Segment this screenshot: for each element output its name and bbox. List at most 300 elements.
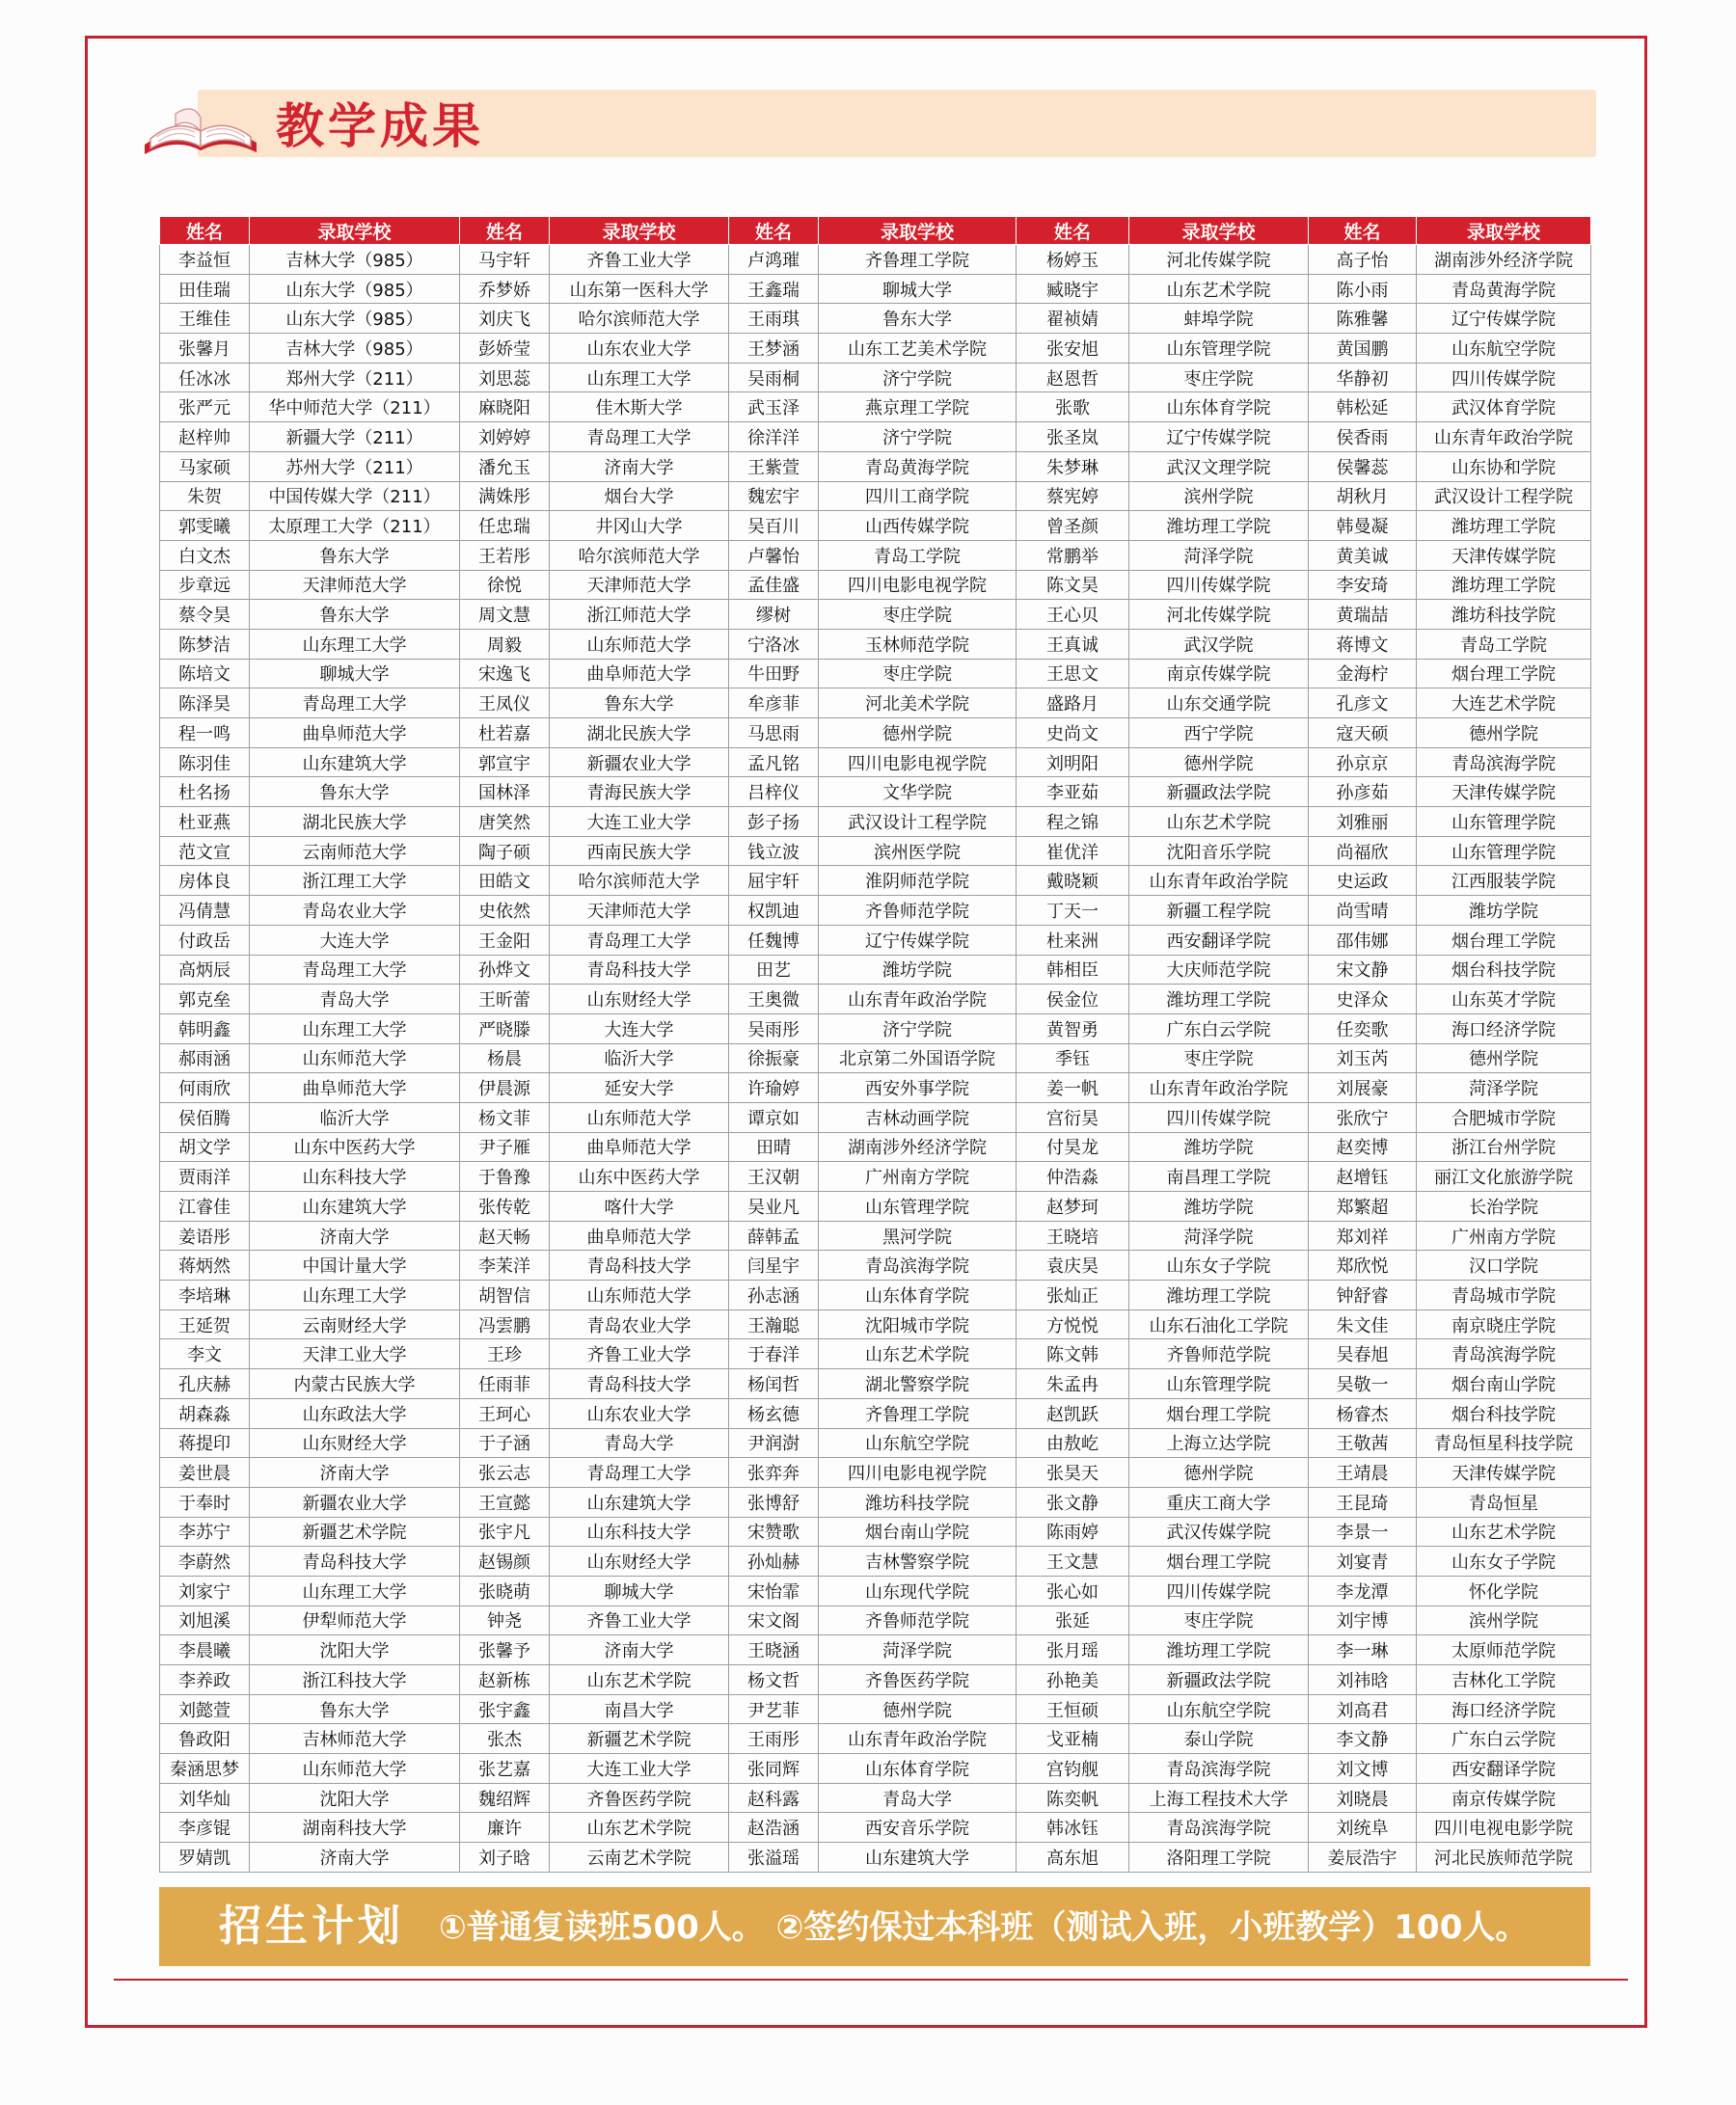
admitted-school-cell: 曲阜师范大学	[250, 1073, 460, 1103]
student-name-cell: 李晨曦	[160, 1635, 250, 1665]
student-name-cell: 孙艳美	[1017, 1665, 1129, 1695]
student-name-cell: 陈梦洁	[160, 629, 250, 659]
student-name-cell: 孟凡铭	[729, 747, 819, 777]
admitted-school-cell: 烟台理工学院	[1129, 1547, 1309, 1577]
student-name-cell: 吴敬一	[1309, 1369, 1417, 1399]
student-name-cell: 尹润澍	[729, 1428, 819, 1458]
student-name-cell: 曾圣颜	[1017, 511, 1129, 541]
student-name-cell: 杨文哲	[729, 1665, 819, 1695]
admitted-school-cell: 天津师范大学	[550, 570, 729, 600]
student-name-cell: 刘高君	[1309, 1694, 1417, 1724]
admitted-school-cell: 烟台科技学院	[1417, 1398, 1591, 1428]
admitted-school-cell: 辽宁传媒学院	[819, 925, 1017, 955]
student-name-cell: 田艺	[729, 955, 819, 985]
student-name-cell: 于春洋	[729, 1339, 819, 1369]
student-name-cell: 高炳辰	[160, 955, 250, 985]
admitted-school-cell: 新疆农业大学	[250, 1487, 460, 1517]
student-name-cell: 胡智信	[460, 1281, 550, 1310]
admitted-school-cell: 山东协和学院	[1417, 451, 1591, 481]
admitted-school-cell: 新疆大学（211）	[250, 422, 460, 452]
student-name-cell: 赵增钰	[1309, 1162, 1417, 1192]
student-name-cell: 蒋炳然	[160, 1251, 250, 1281]
admitted-school-cell: 山东科技大学	[250, 1162, 460, 1192]
admitted-school-cell: 湖北警察学院	[819, 1369, 1017, 1399]
table-row	[160, 1132, 1591, 1162]
student-name-cell: 侯馨蕊	[1309, 451, 1417, 481]
admitted-school-cell: 哈尔滨师范大学	[550, 540, 729, 570]
admitted-school-cell: 菏泽学院	[819, 1635, 1017, 1665]
section-title: 教学成果	[276, 98, 484, 154]
student-name-cell: 罗婧凯	[160, 1843, 250, 1873]
student-name-cell: 张馨予	[460, 1635, 550, 1665]
admitted-school-cell: 湖南涉外经济学院	[1417, 245, 1591, 275]
student-name-cell: 韩冰钰	[1017, 1813, 1129, 1843]
student-name-cell: 刘宇博	[1309, 1606, 1417, 1635]
admitted-school-cell: 潍坊理工学院	[1129, 985, 1309, 1014]
table-row	[160, 1635, 1591, 1665]
student-name-cell: 黄国鹏	[1309, 334, 1417, 364]
student-name-cell: 宋怡霏	[729, 1576, 819, 1606]
student-name-cell: 李彦锟	[160, 1813, 250, 1843]
admitted-school-cell: 云南艺术学院	[550, 1843, 729, 1873]
student-name-cell: 刘展豪	[1309, 1073, 1417, 1103]
admitted-school-cell: 鲁东大学	[250, 1694, 460, 1724]
admitted-school-cell: 大庆师范学院	[1129, 955, 1309, 985]
student-name-cell: 李亚茹	[1017, 777, 1129, 807]
admitted-school-cell: 吉林警察学院	[819, 1547, 1017, 1577]
admitted-school-cell: 沈阳大学	[250, 1635, 460, 1665]
admitted-school-cell: 西南民族大学	[550, 836, 729, 866]
student-name-cell: 孙灿赫	[729, 1547, 819, 1577]
admitted-school-cell: 枣庄学院	[1129, 1043, 1309, 1073]
student-name-cell: 闫星宇	[729, 1251, 819, 1281]
admitted-school-cell: 长治学院	[1417, 1192, 1591, 1222]
admitted-school-cell: 哈尔滨师范大学	[550, 304, 729, 334]
student-name-cell: 刘旭溪	[160, 1606, 250, 1635]
admitted-school-cell: 临沂大学	[250, 1102, 460, 1132]
admitted-school-cell: 济南大学	[250, 1843, 460, 1873]
admitted-school-cell: 山东师范大学	[550, 1102, 729, 1132]
student-name-cell: 王延贺	[160, 1309, 250, 1339]
student-name-cell: 张同辉	[729, 1754, 819, 1784]
admitted-school-cell: 海口经济学院	[1417, 1013, 1591, 1043]
table-row	[160, 896, 1591, 926]
table-row	[160, 1694, 1591, 1724]
student-name-cell: 魏绍辉	[460, 1783, 550, 1813]
student-name-cell: 尚福欣	[1309, 836, 1417, 866]
student-name-cell: 孟佳盛	[729, 570, 819, 600]
student-name-cell: 潘允玉	[460, 451, 550, 481]
student-name-cell: 吴春旭	[1309, 1339, 1417, 1369]
column-header-name: 姓名	[1309, 217, 1417, 245]
table-row	[160, 1339, 1591, 1369]
admitted-school-cell: 山东大学（985）	[250, 304, 460, 334]
student-name-cell: 朱孟冉	[1017, 1369, 1129, 1399]
admitted-school-cell: 山东理工大学	[250, 629, 460, 659]
admitted-school-cell: 四川电影电视学院	[819, 1458, 1017, 1488]
column-header-name: 姓名	[729, 217, 819, 245]
student-name-cell: 朱文佳	[1309, 1309, 1417, 1339]
student-name-cell: 侯佰腾	[160, 1102, 250, 1132]
student-name-cell: 吴业凡	[729, 1192, 819, 1222]
student-name-cell: 刘华灿	[160, 1783, 250, 1813]
table-row	[160, 1487, 1591, 1517]
admitted-school-cell: 山东英才学院	[1417, 985, 1591, 1014]
student-name-cell: 尚雪晴	[1309, 896, 1417, 926]
student-name-cell: 李文静	[1309, 1724, 1417, 1754]
student-name-cell: 杜名扬	[160, 777, 250, 807]
admitted-school-cell: 汉口学院	[1417, 1251, 1591, 1281]
student-name-cell: 张博舒	[729, 1487, 819, 1517]
table-row	[160, 1606, 1591, 1635]
student-name-cell: 韩相臣	[1017, 955, 1129, 985]
student-name-cell: 张文静	[1017, 1487, 1129, 1517]
student-name-cell: 张晓萌	[460, 1576, 550, 1606]
student-name-cell: 王心贝	[1017, 600, 1129, 630]
student-name-cell: 牛田野	[729, 659, 819, 688]
student-name-cell: 戴晓颖	[1017, 866, 1129, 896]
admitted-school-cell: 青岛城市学院	[1417, 1281, 1591, 1310]
student-name-cell: 程之锦	[1017, 807, 1129, 837]
student-name-cell: 陈文昊	[1017, 570, 1129, 600]
student-name-cell: 张宇凡	[460, 1517, 550, 1547]
admitted-school-cell: 燕京理工学院	[819, 392, 1017, 422]
student-name-cell: 钟尧	[460, 1606, 550, 1635]
admitted-school-cell: 南昌大学	[550, 1694, 729, 1724]
student-name-cell: 蔡令昊	[160, 600, 250, 630]
admitted-school-cell: 德州学院	[1129, 747, 1309, 777]
column-header-name: 姓名	[460, 217, 550, 245]
admitted-school-cell: 青岛滨海学院	[1417, 747, 1591, 777]
student-name-cell: 程一鸣	[160, 718, 250, 748]
admitted-school-cell: 山东师范大学	[550, 629, 729, 659]
student-name-cell: 李安琦	[1309, 570, 1417, 600]
table-row	[160, 1398, 1591, 1428]
student-name-cell: 朱梦琳	[1017, 451, 1129, 481]
student-name-cell: 付政岳	[160, 925, 250, 955]
student-name-cell: 孔彦文	[1309, 688, 1417, 718]
student-name-cell: 于奉时	[160, 1487, 250, 1517]
admitted-school-cell: 青岛农业大学	[550, 1309, 729, 1339]
student-name-cell: 徐振豪	[729, 1043, 819, 1073]
admitted-school-cell: 德州学院	[1417, 1043, 1591, 1073]
student-name-cell: 杨睿杰	[1309, 1398, 1417, 1428]
admitted-school-cell: 济南大学	[250, 1458, 460, 1488]
student-name-cell: 杜若嘉	[460, 718, 550, 748]
admitted-school-cell: 山东石油化工学院	[1129, 1309, 1309, 1339]
student-name-cell: 刘子晗	[460, 1843, 550, 1873]
admitted-school-cell: 鲁东大学	[250, 540, 460, 570]
admitted-school-cell: 青岛工学院	[1417, 629, 1591, 659]
admitted-school-cell: 烟台南山学院	[1417, 1369, 1591, 1399]
admitted-school-cell: 青岛滨海学院	[1129, 1813, 1309, 1843]
student-name-cell: 王若彤	[460, 540, 550, 570]
admitted-school-cell: 内蒙古民族大学	[250, 1369, 460, 1399]
admitted-school-cell: 井冈山大学	[550, 511, 729, 541]
admitted-school-cell: 山东财经大学	[250, 1428, 460, 1458]
student-name-cell: 于鲁豫	[460, 1162, 550, 1192]
admitted-school-cell: 上海立达学院	[1129, 1428, 1309, 1458]
admitted-school-cell: 太原师范学院	[1417, 1635, 1591, 1665]
admitted-school-cell: 天津传媒学院	[1417, 777, 1591, 807]
column-header-school: 录取学校	[1417, 217, 1591, 245]
student-name-cell: 张宇鑫	[460, 1694, 550, 1724]
student-name-cell: 刘懿萱	[160, 1694, 250, 1724]
student-name-cell: 刘玉芮	[1309, 1043, 1417, 1073]
student-name-cell: 宋赞歌	[729, 1517, 819, 1547]
admitted-school-cell: 山东工艺美术学院	[819, 334, 1017, 364]
student-name-cell: 薛韩孟	[729, 1221, 819, 1251]
student-name-cell: 许瑜婷	[729, 1073, 819, 1103]
admitted-school-cell: 武汉传媒学院	[1129, 1517, 1309, 1547]
student-name-cell: 宋文阁	[729, 1606, 819, 1635]
admitted-school-cell: 齐鲁理工学院	[819, 1398, 1017, 1428]
admitted-school-cell: 山东中医药大学	[250, 1132, 460, 1162]
bottom-divider	[114, 1979, 1628, 1981]
admitted-school-cell: 佳木斯大学	[550, 392, 729, 422]
table-row	[160, 955, 1591, 985]
admitted-school-cell: 山东科技大学	[550, 1517, 729, 1547]
table-row	[160, 1843, 1591, 1873]
admitted-school-cell: 天津传媒学院	[1417, 1458, 1591, 1488]
admitted-school-cell: 青岛大学	[819, 1783, 1017, 1813]
admitted-school-cell: 吉林动画学院	[819, 1102, 1017, 1132]
student-name-cell: 张杰	[460, 1724, 550, 1754]
student-name-cell: 宋逸飞	[460, 659, 550, 688]
admitted-school-cell: 天津传媒学院	[1417, 540, 1591, 570]
student-name-cell: 王奥微	[729, 985, 819, 1014]
student-name-cell: 盛路月	[1017, 688, 1129, 718]
table-row	[160, 481, 1591, 511]
admitted-school-cell: 云南师范大学	[250, 836, 460, 866]
student-name-cell: 黄瑞喆	[1309, 600, 1417, 630]
student-name-cell: 张灿正	[1017, 1281, 1129, 1310]
admitted-school-cell: 山东农业大学	[550, 334, 729, 364]
admitted-school-cell: 聊城大学	[250, 659, 460, 688]
admitted-school-cell: 浙江理工大学	[250, 866, 460, 896]
admitted-school-cell: 上海工程技术大学	[1129, 1783, 1309, 1813]
student-name-cell: 王恒硕	[1017, 1694, 1129, 1724]
student-name-cell: 侯香雨	[1309, 422, 1417, 452]
admitted-school-cell: 山东理工大学	[250, 1281, 460, 1310]
admitted-school-cell: 烟台大学	[550, 481, 729, 511]
student-name-cell: 刘庆飞	[460, 304, 550, 334]
student-name-cell: 张月瑶	[1017, 1635, 1129, 1665]
admitted-school-cell: 山东理工大学	[250, 1013, 460, 1043]
admitted-school-cell: 山东管理学院	[1417, 836, 1591, 866]
admitted-school-cell: 青岛科技大学	[550, 1251, 729, 1281]
admitted-school-cell: 青岛滨海学院	[1417, 1339, 1591, 1369]
table-row	[160, 392, 1591, 422]
student-name-cell: 王雨彤	[729, 1724, 819, 1754]
admitted-school-cell: 山东艺术学院	[1129, 807, 1309, 837]
student-name-cell: 王鑫瑞	[729, 274, 819, 304]
student-name-cell: 杜来洲	[1017, 925, 1129, 955]
admitted-school-cell: 鲁东大学	[819, 304, 1017, 334]
student-name-cell: 姜一帆	[1017, 1073, 1129, 1103]
table-row	[160, 1547, 1591, 1577]
admitted-school-cell: 枣庄学院	[819, 600, 1017, 630]
admitted-school-cell: 山东理工大学	[250, 1576, 460, 1606]
admitted-school-cell: 山东艺术学院	[550, 1813, 729, 1843]
student-name-cell: 王凤仪	[460, 688, 550, 718]
admitted-school-cell: 山东航空学院	[1129, 1694, 1309, 1724]
admitted-school-cell: 山东师范大学	[550, 1281, 729, 1310]
admitted-school-cell: 郑州大学（211）	[250, 363, 460, 392]
student-name-cell: 任魏博	[729, 925, 819, 955]
admitted-school-cell: 烟台南山学院	[819, 1517, 1017, 1547]
table-row	[160, 1073, 1591, 1103]
admitted-school-cell: 山东航空学院	[1417, 334, 1591, 364]
admitted-school-cell: 吉林化工学院	[1417, 1665, 1591, 1695]
student-name-cell: 陈雅馨	[1309, 304, 1417, 334]
table-row	[160, 1724, 1591, 1754]
student-name-cell: 李培琳	[160, 1281, 250, 1310]
admitted-school-cell: 山东农业大学	[550, 1398, 729, 1428]
admitted-school-cell: 山东青年政治学院	[819, 985, 1017, 1014]
student-name-cell: 崔优洋	[1017, 836, 1129, 866]
admitted-school-cell: 德州学院	[819, 718, 1017, 748]
admitted-school-cell: 青岛恒星	[1417, 1487, 1591, 1517]
student-name-cell: 陈雨婷	[1017, 1517, 1129, 1547]
enrollment-plan-bar	[159, 1887, 1590, 1966]
admitted-school-cell: 辽宁传媒学院	[1129, 422, 1309, 452]
student-name-cell: 郑繁超	[1309, 1192, 1417, 1222]
student-name-cell: 冯倩慧	[160, 896, 250, 926]
admitted-school-cell: 山东艺术学院	[550, 1665, 729, 1695]
student-name-cell: 高子怡	[1309, 245, 1417, 275]
student-name-cell: 宫钧舰	[1017, 1754, 1129, 1784]
admitted-school-cell: 潍坊科技学院	[1417, 600, 1591, 630]
student-name-cell: 李景一	[1309, 1517, 1417, 1547]
admitted-school-cell: 山东建筑大学	[550, 1487, 729, 1517]
admitted-school-cell: 山东管理学院	[1129, 334, 1309, 364]
admitted-school-cell: 大连大学	[250, 925, 460, 955]
student-name-cell: 张心如	[1017, 1576, 1129, 1606]
student-name-cell: 王晓涵	[729, 1635, 819, 1665]
admitted-school-cell: 青岛滨海学院	[1129, 1754, 1309, 1784]
student-name-cell: 郑刘祥	[1309, 1221, 1417, 1251]
admitted-school-cell: 枣庄学院	[1129, 363, 1309, 392]
admitted-school-cell: 潍坊理工学院	[1417, 570, 1591, 600]
admitted-school-cell: 山东建筑大学	[250, 1192, 460, 1222]
student-name-cell: 戈亚楠	[1017, 1724, 1129, 1754]
student-name-cell: 乔梦娇	[460, 274, 550, 304]
table-row	[160, 540, 1591, 570]
student-name-cell: 田晴	[729, 1132, 819, 1162]
student-name-cell: 伊晨源	[460, 1073, 550, 1103]
admitted-school-cell: 鲁东大学	[250, 777, 460, 807]
student-name-cell: 姜世晨	[160, 1458, 250, 1488]
admitted-school-cell: 山东中医药大学	[550, 1162, 729, 1192]
table-row	[160, 334, 1591, 364]
student-name-cell: 赵锡颜	[460, 1547, 550, 1577]
admitted-school-cell: 西宁学院	[1129, 718, 1309, 748]
student-name-cell: 胡森淼	[160, 1398, 250, 1428]
student-name-cell: 任雨菲	[460, 1369, 550, 1399]
table-row	[160, 274, 1591, 304]
student-name-cell: 马宇轩	[460, 245, 550, 275]
student-name-cell: 徐洋洋	[729, 422, 819, 452]
admitted-school-cell: 山东青年政治学院	[1129, 1073, 1309, 1103]
student-name-cell: 王紫萱	[729, 451, 819, 481]
student-name-cell: 李文	[160, 1339, 250, 1369]
student-name-cell: 范文宣	[160, 836, 250, 866]
admitted-school-cell: 重庆工商大学	[1129, 1487, 1309, 1517]
enrollment-plan-title: 招生计划	[219, 1902, 404, 1951]
admitted-school-cell: 山东财经大学	[550, 1547, 729, 1577]
student-name-cell: 赵浩涵	[729, 1813, 819, 1843]
student-name-cell: 宁洛冰	[729, 629, 819, 659]
admitted-school-cell: 曲阜师范大学	[550, 1132, 729, 1162]
student-name-cell: 高东旭	[1017, 1843, 1129, 1873]
admitted-school-cell: 齐鲁工业大学	[550, 245, 729, 275]
student-name-cell: 刘宴青	[1309, 1547, 1417, 1577]
student-name-cell: 李养政	[160, 1665, 250, 1695]
admitted-school-cell: 青岛理工大学	[550, 925, 729, 955]
admitted-school-cell: 南昌理工学院	[1129, 1162, 1309, 1192]
admitted-school-cell: 大连大学	[550, 1013, 729, 1043]
student-name-cell: 黄美诚	[1309, 540, 1417, 570]
table-row	[160, 1013, 1591, 1043]
admitted-school-cell: 北京第二外国语学院	[819, 1043, 1017, 1073]
student-name-cell: 赵恩哲	[1017, 363, 1129, 392]
admitted-school-cell: 聊城大学	[819, 274, 1017, 304]
student-name-cell: 李龙潭	[1309, 1576, 1417, 1606]
admitted-school-cell: 齐鲁理工学院	[819, 245, 1017, 275]
admitted-school-cell: 文华学院	[819, 777, 1017, 807]
admitted-school-cell: 湖北民族大学	[250, 807, 460, 837]
student-name-cell: 刘思蕊	[460, 363, 550, 392]
admitted-school-cell: 大连艺术学院	[1417, 688, 1591, 718]
admitted-school-cell: 临沂大学	[550, 1043, 729, 1073]
student-name-cell: 张延	[1017, 1606, 1129, 1635]
admitted-school-cell: 德州学院	[1129, 1458, 1309, 1488]
admitted-school-cell: 滨州医学院	[819, 836, 1017, 866]
admitted-school-cell: 西安外事学院	[819, 1073, 1017, 1103]
admitted-school-cell: 合肥城市学院	[1417, 1102, 1591, 1132]
table-row	[160, 1309, 1591, 1339]
student-name-cell: 何雨欣	[160, 1073, 250, 1103]
admitted-school-cell: 青岛黄海学院	[819, 451, 1017, 481]
student-name-cell: 郝雨涵	[160, 1043, 250, 1073]
student-name-cell: 史运政	[1309, 866, 1417, 896]
student-name-cell: 冯雲鹏	[460, 1309, 550, 1339]
student-name-cell: 杨文菲	[460, 1102, 550, 1132]
student-name-cell: 王瀚聪	[729, 1309, 819, 1339]
student-name-cell: 马思雨	[729, 718, 819, 748]
student-name-cell: 刘家宁	[160, 1576, 250, 1606]
student-name-cell: 郭克垒	[160, 985, 250, 1014]
student-name-cell: 谭京如	[729, 1102, 819, 1132]
student-name-cell: 由敖屹	[1017, 1428, 1129, 1458]
student-name-cell: 张馨月	[160, 334, 250, 364]
table-row	[160, 511, 1591, 541]
admitted-school-cell: 青岛工学院	[819, 540, 1017, 570]
admitted-school-cell: 南京晓庄学院	[1417, 1309, 1591, 1339]
student-name-cell: 杜亚燕	[160, 807, 250, 837]
admitted-school-cell: 山东艺术学院	[1129, 274, 1309, 304]
column-header-school: 录取学校	[550, 217, 729, 245]
admitted-school-cell: 湖南科技大学	[250, 1813, 460, 1843]
admitted-school-cell: 延安大学	[550, 1073, 729, 1103]
admitted-school-cell: 四川电影电视学院	[819, 747, 1017, 777]
student-name-cell: 陈羽佳	[160, 747, 250, 777]
admitted-school-cell: 武汉设计工程学院	[1417, 481, 1591, 511]
admitted-school-cell: 山东管理学院	[1417, 807, 1591, 837]
student-name-cell: 赵梦珂	[1017, 1192, 1129, 1222]
admitted-school-cell: 山东第一医科大学	[550, 274, 729, 304]
